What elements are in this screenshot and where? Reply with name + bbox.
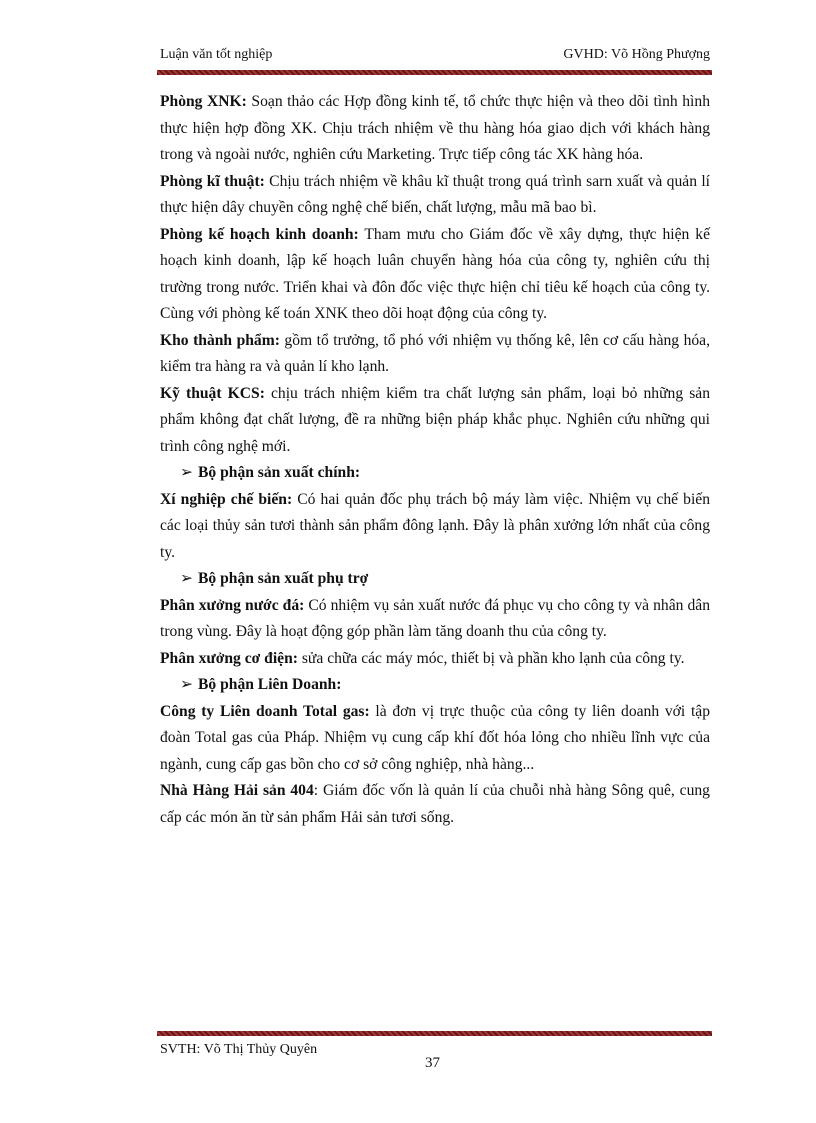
header-rule bbox=[157, 70, 712, 75]
paragraph-phong-ki-thuat bbox=[160, 169, 710, 222]
page-body bbox=[160, 89, 710, 831]
paragraph-term: Xí nghiệp chế biến: bbox=[160, 490, 293, 508]
paragraph-text: Có nhiệm vụ sản xuất nước đá phục vụ cho công ty và nhân dân trong vùng. Đây là hoạt động góp phần làm tăng doanh thu của công ty. bbox=[160, 596, 711, 640]
header-advisor: GVHD: Võ Hồng Phượng bbox=[563, 47, 710, 62]
paragraph-nha-hang-404 bbox=[160, 778, 710, 831]
paragraph-text: Chịu trách nhiệm về khâu kĩ thuật trong quá trình sarn xuất và quản lí thực hiện dây chuyền công nghệ chế biến, chất lượng, mẫu mã bao bì. bbox=[160, 172, 710, 216]
arrow-bullet-icon: ➢ bbox=[180, 464, 194, 481]
paragraph-phong-ke-hoach bbox=[160, 222, 710, 328]
paragraph-phan-xuong-nuoc-da bbox=[160, 593, 710, 646]
paragraph-term: Kỹ thuật KCS: bbox=[160, 384, 265, 402]
section-heading-text: Bộ phận sản xuất phụ trợ bbox=[198, 570, 369, 587]
arrow-bullet-icon: ➢ bbox=[180, 676, 194, 693]
paragraph-xi-nghiep-che-bien bbox=[160, 487, 710, 567]
header-thesis-title: Luận văn tốt nghiệp bbox=[160, 47, 273, 62]
section-heading-text: Bộ phận sản xuất chính: bbox=[198, 464, 361, 481]
paragraph-text: gồm tổ trưởng, tổ phó với nhiệm vụ thống kê, lên cơ cấu hàng hóa, kiểm tra hàng ra và quản lí kho lạnh. bbox=[160, 331, 711, 375]
section-heading-san-xuat-chinh bbox=[160, 460, 710, 487]
paragraph-term: Phòng kế hoạch kinh doanh: bbox=[160, 225, 359, 243]
paragraph-text: Tham mưu cho Giám đốc về xây dựng, thực hiện kế hoạch kinh doanh, lập kế hoạch luân chuyển hàng hóa của công ty, nghiên cứu thị trường trong nước. Triển khai và đôn đốc việc thực hiện chỉ tiêu kế hoạch của công ty. Cùng với phòng kế toán XNK theo dõi hoạt động của công ty. bbox=[160, 225, 710, 322]
section-heading-san-xuat-phu-tro bbox=[160, 566, 710, 593]
paragraph-kho-thanh-pham bbox=[160, 328, 710, 381]
paragraph-text: Soạn thảo các Hợp đồng kinh tế, tổ chức thực hiện và theo dõi tình hình thực hiện hợp đồng XK. Chịu trách nhiệm về thu hàng hóa giao dịch với khách hàng trong và ngoài nước, nghiên cứu Marketing. Trực tiếp công tác XK hàng hóa. bbox=[160, 93, 710, 163]
page-header bbox=[160, 47, 710, 67]
paragraph-phong-xnk bbox=[160, 89, 710, 169]
section-heading-lien-doanh bbox=[160, 672, 710, 699]
paragraph-text: là đơn vị trực thuộc của công ty liên doanh với tập đoàn Total gas của Pháp. Nhiệm vụ cung cấp khí đốt hóa lỏng cho nhiều lĩnh vực của ngành, cung cấp gas bồn cho cơ sở công nghiệp, nhà hàng... bbox=[160, 702, 711, 773]
paragraph-ky-thuat-kcs bbox=[160, 381, 710, 461]
paragraph-term: Phòng XNK: bbox=[160, 93, 247, 110]
arrow-bullet-icon: ➢ bbox=[180, 570, 194, 587]
paragraph-term: Phân xưởng nước đá: bbox=[160, 596, 305, 614]
paragraph-term: Phân xưởng cơ điện: bbox=[160, 649, 298, 667]
paragraph-total-gas bbox=[160, 699, 710, 779]
footer-rule bbox=[157, 1031, 712, 1036]
paragraph-term: Phòng kĩ thuật: bbox=[160, 172, 265, 190]
footer-student: SVTH: Võ Thị Thủy Quyên bbox=[160, 1042, 318, 1057]
paragraph-term: Nhà Hàng Hải sản 404 bbox=[160, 782, 314, 799]
paragraph-text: Có hai quản đốc phụ trách bộ máy làm việc. Nhiệm vụ chế biến các loại thủy sản tươi thành sản phẩm đông lạnh. Đây là phân xưởng lớn nhất của công ty. bbox=[160, 490, 710, 561]
page-number: 37 bbox=[425, 1055, 440, 1071]
section-heading-text: Bộ phận Liên Doanh: bbox=[198, 676, 342, 693]
paragraph-phan-xuong-co-dien bbox=[160, 646, 710, 673]
paragraph-term: Công ty Liên doanh Total gas: bbox=[160, 702, 370, 720]
paragraph-term: Kho thành phẩm: bbox=[160, 331, 280, 349]
paragraph-text: chịu trách nhiệm kiểm tra chất lượng sản phẩm, loại bỏ những sản phẩm không đạt chất lượng, đề ra những biện pháp khắc phục. Nghiên cứu những qui trình công nghệ mới. bbox=[160, 384, 710, 455]
paragraph-text: : Giám đốc vốn là quản lí của chuỗi nhà hàng Sông quê, cung cấp các món ăn từ sản phẩm Hải sản tươi sống. bbox=[160, 782, 710, 826]
paragraph-text: sửa chữa các máy móc, thiết bị và phần kho lạnh của công ty. bbox=[297, 649, 685, 667]
